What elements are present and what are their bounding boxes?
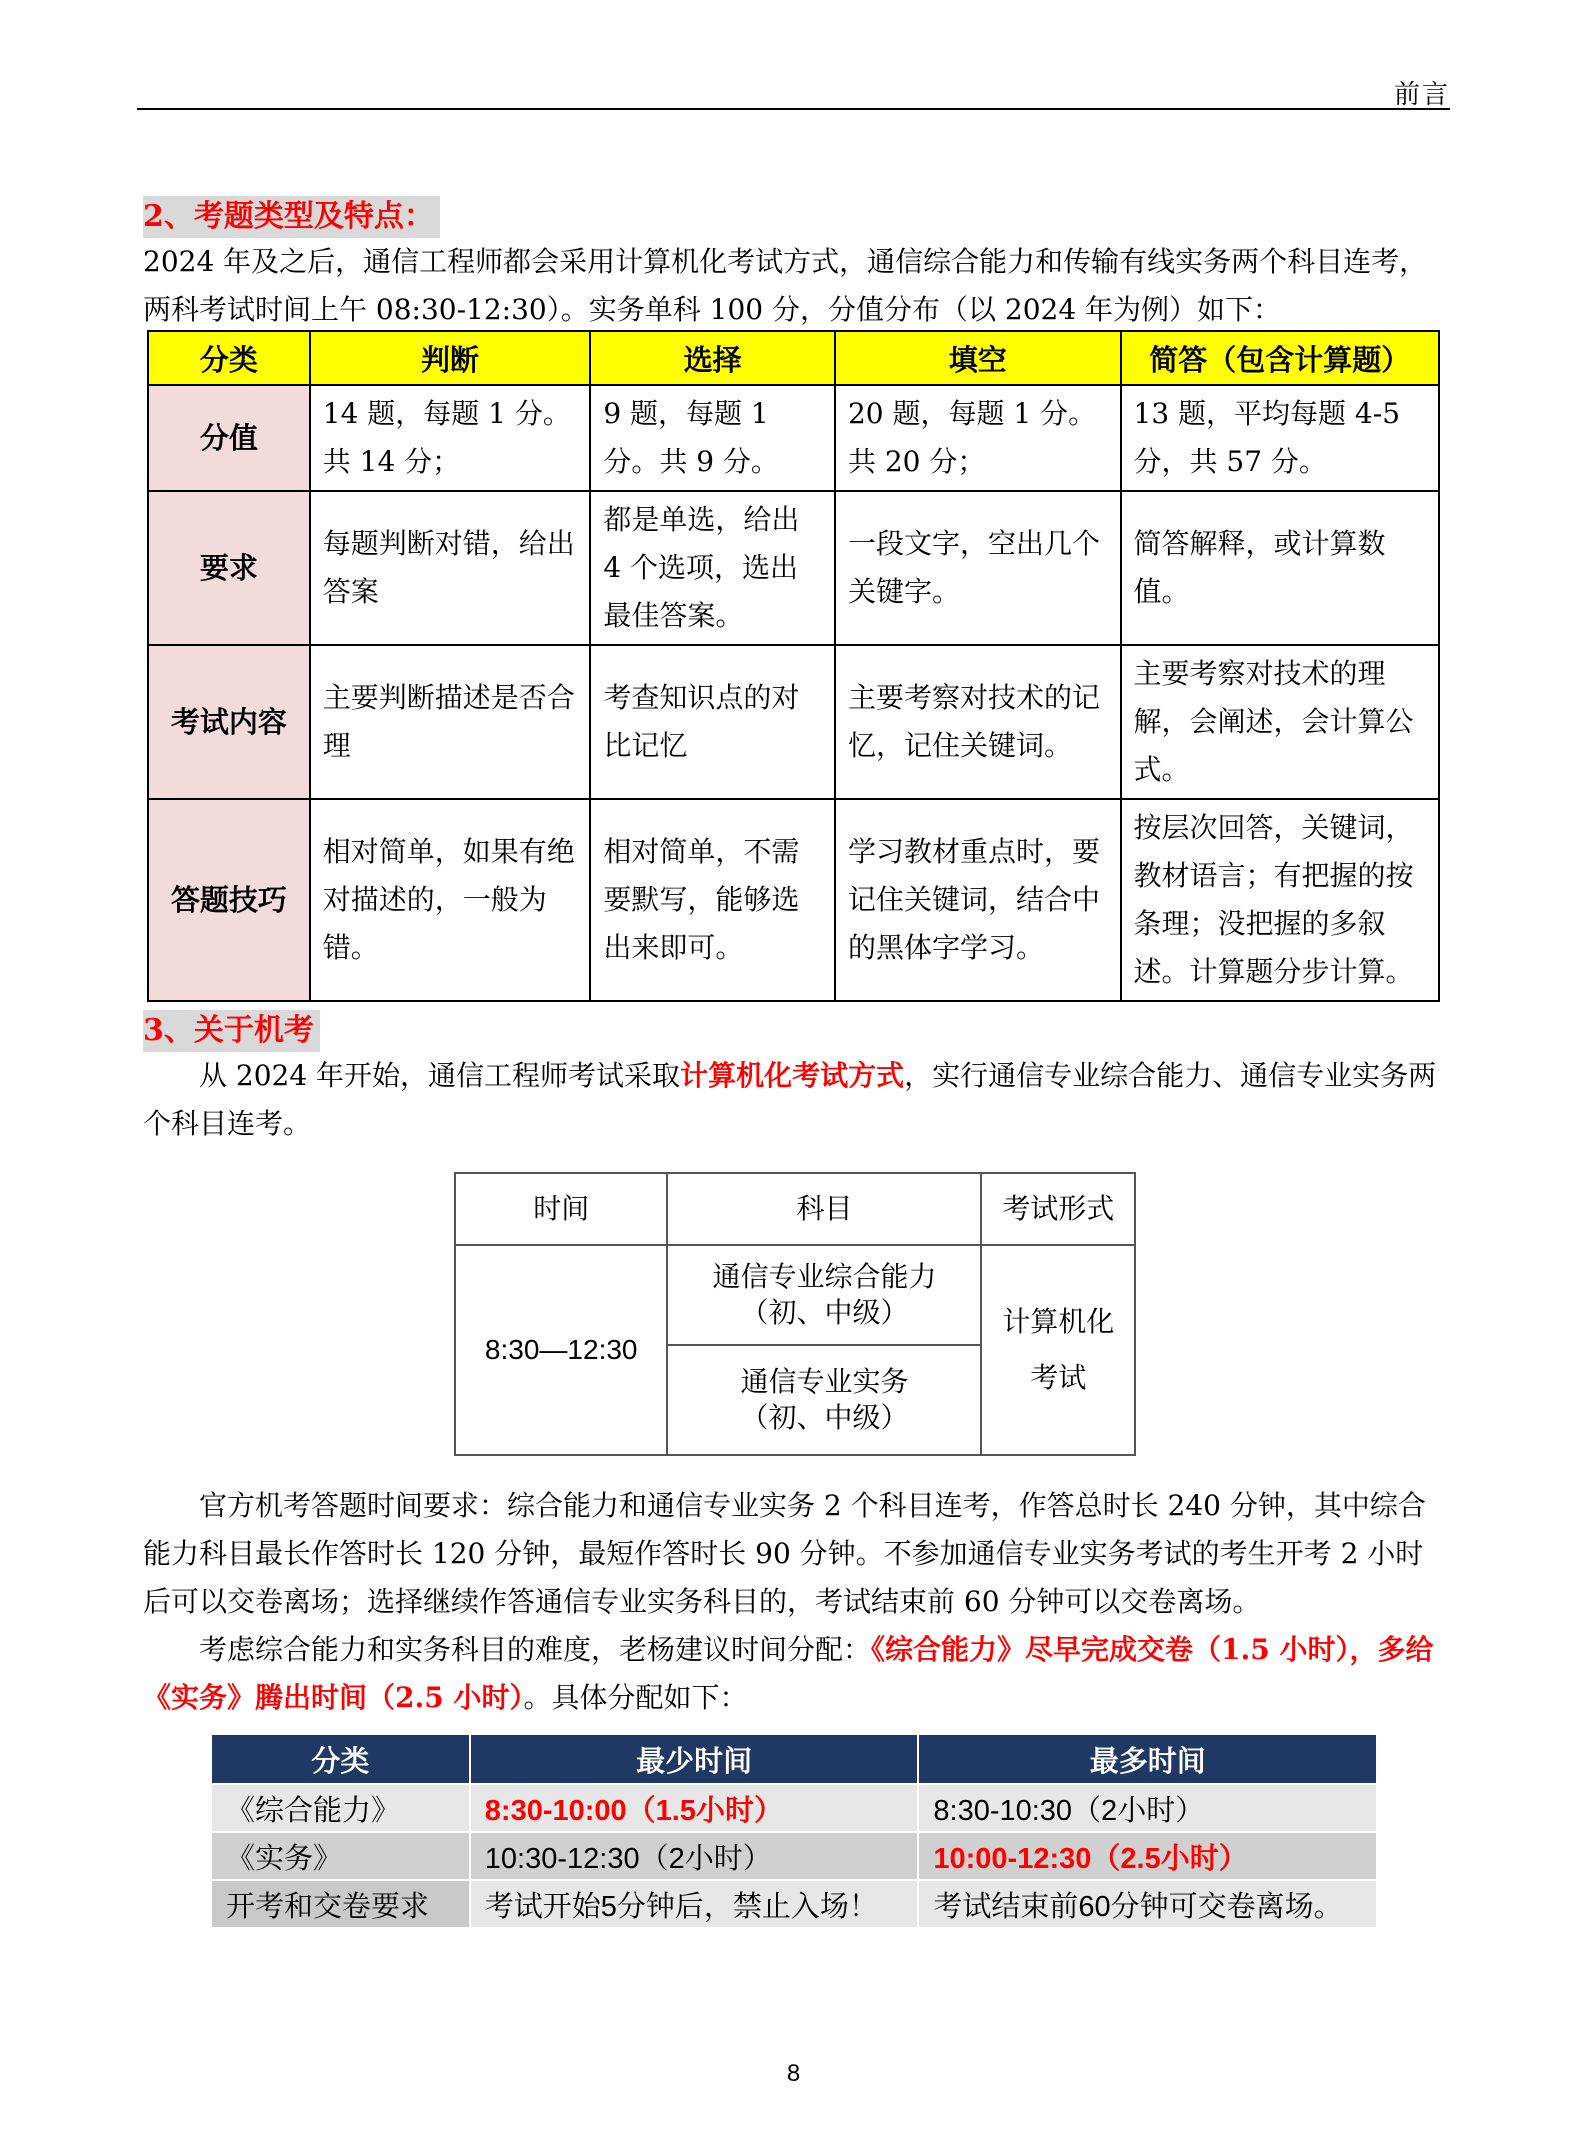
para-emphasis: 计算机化考试方式 (680, 1059, 905, 1092)
table-cell: 简答解释，或计算数值。 (1121, 491, 1440, 645)
table-cell: 主要考察对技术的理解，会阐述，会计算公式。 (1121, 645, 1440, 799)
table-cell: 8:30-10:30（2小时） (918, 1784, 1377, 1832)
table-cell: 相对简单，如果有绝对描述的，一般为错。 (310, 799, 591, 1001)
page-number: 8 (786, 2060, 801, 2087)
header-subject: 科目 (667, 1173, 981, 1245)
header-judgment: 判断 (310, 331, 591, 385)
subject-name: 通信专业实务 (740, 1366, 909, 1397)
table-cell: 《综合能力》 (212, 1784, 470, 1832)
table-cell: 每题判断对错，给出答案 (310, 491, 591, 645)
header-category: 分类 (148, 331, 310, 385)
para-text: 从 2024 年开始，通信工程师考试采取 (199, 1059, 681, 1092)
table-cell: 考试结束前60分钟可交卷离场。 (918, 1880, 1377, 1927)
format-line: 考试 (1030, 1362, 1087, 1393)
table-cell: 《实务》 (212, 1832, 470, 1880)
para-text: ，实行通信专业综合能力、通信专业实务两个科目连考。 (143, 1059, 1437, 1140)
table-cell: 13 题，平均每题 4-5 分，共 57 分。 (1121, 385, 1440, 491)
header-divider (137, 108, 1450, 110)
section-2-title: 2、考题类型及特点： (143, 196, 440, 238)
exam-time: 8:30—12:30 (455, 1245, 667, 1455)
section-3-title: 3、关于机考 (143, 1010, 320, 1052)
subject-comprehensive (667, 1245, 981, 1345)
header-format: 考试形式 (981, 1173, 1135, 1245)
table-cell-highlight: 8:30-10:00（1.5小时） (470, 1784, 919, 1832)
table-cell-highlight: 10:00-12:30（2.5小时） (918, 1832, 1377, 1880)
table-cell: 考查知识点的对比记忆 (590, 645, 835, 799)
section-2-paragraph: 2024 年及之后，通信工程师都会采用计算机化考试方式，通信综合能力和传输有线实务两个科目连考，两科考试时间上午 08:30-12:30）。实务单科 100 分，分值分布（以 2024 年为例）如下： (143, 245, 1428, 326)
table-row (148, 385, 1439, 491)
header-choice: 选择 (590, 331, 835, 385)
header-min-time: 最少时间 (470, 1735, 919, 1784)
row-label-content: 考试内容 (148, 645, 310, 799)
table-header-row (455, 1173, 1135, 1245)
table-cell: 一段文字，空出几个关键字。 (835, 491, 1121, 645)
row-label-score: 分值 (148, 385, 310, 491)
para-text: 考虑综合能力和实务科目的难度，老杨建议时间分配： (199, 1633, 872, 1666)
section-3-paragraph-2: 官方机考答题时间要求：综合能力和通信专业实务 2 个科目连考，作答总时长 240 分钟，其中综合能力科目最长作答时长 120 分钟，最短作答时长 90 分钟。不参加通信专业实务考试的考生开考 2 小时后可以交卷离场；选择继续作答通信专业实务科目的，考试结束前 60 分钟可以交卷离场。 (143, 1489, 1426, 1618)
subject-level: （初、中级） (740, 1402, 909, 1433)
time-allocation-table (212, 1735, 1378, 1927)
table-cell: 学习教材重点时，要记住关键词，结合中的黑体字学习。 (835, 799, 1121, 1001)
table-row (212, 1832, 1377, 1880)
table-cell: 按层次回答，关键词，教材语言；有把握的按条理；没把握的多叙述。计算题分步计算。 (1121, 799, 1440, 1001)
table-cell: 相对简单，不需要默写，能够选出来即可。 (590, 799, 835, 1001)
table-row (212, 1880, 1377, 1927)
table-row (455, 1245, 1135, 1345)
table-cell: 14 题，每题 1 分。共 14 分； (310, 385, 591, 491)
table-cell: 9 题，每题 1 分。共 9 分。 (590, 385, 835, 491)
para-emphasis: 《综合能力》尽早完成交卷（1.5 小时），多给《实务》腾出时间（2.5 小时） (143, 1633, 1434, 1714)
format-line: 计算机化 (1002, 1306, 1115, 1337)
question-type-table (147, 330, 1440, 1002)
header-label: 前言 (1393, 80, 1450, 110)
table-header-row (148, 331, 1439, 385)
section-3-paragraph-3 (143, 1626, 1449, 1722)
header-max-time: 最多时间 (918, 1735, 1377, 1784)
table-row (212, 1784, 1377, 1832)
table-cell: 20 题，每题 1 分。共 20 分； (835, 385, 1121, 491)
row-label-requirement: 要求 (148, 491, 310, 645)
subject-practice (667, 1345, 981, 1455)
table-cell: 开考和交卷要求 (212, 1880, 470, 1927)
header-category: 分类 (212, 1735, 470, 1784)
table-header-row (212, 1735, 1377, 1784)
header-short-answer: 简答（包含计算题） (1121, 331, 1440, 385)
exam-format (981, 1245, 1135, 1455)
table-cell: 主要考察对技术的记忆，记住关键词。 (835, 645, 1121, 799)
header-fill-blank: 填空 (835, 331, 1121, 385)
para-text: 。具体分配如下： (523, 1681, 748, 1714)
row-label-tips: 答题技巧 (148, 799, 310, 1001)
table-cell: 考试开始5分钟后，禁止入场！ (470, 1880, 919, 1927)
table-row (148, 799, 1439, 1001)
table-cell: 都是单选，给出 4 个选项，选出最佳答案。 (590, 491, 835, 645)
subject-level: （初、中级） (740, 1297, 909, 1328)
table-row (148, 491, 1439, 645)
subject-name: 通信专业综合能力 (712, 1261, 937, 1292)
header-time: 时间 (455, 1173, 667, 1245)
section-3-paragraph-1 (143, 1052, 1449, 1148)
exam-schedule-table (454, 1172, 1136, 1456)
table-cell: 10:30-12:30（2小时） (470, 1832, 919, 1880)
table-cell: 主要判断描述是否合理 (310, 645, 591, 799)
table-row (148, 645, 1439, 799)
